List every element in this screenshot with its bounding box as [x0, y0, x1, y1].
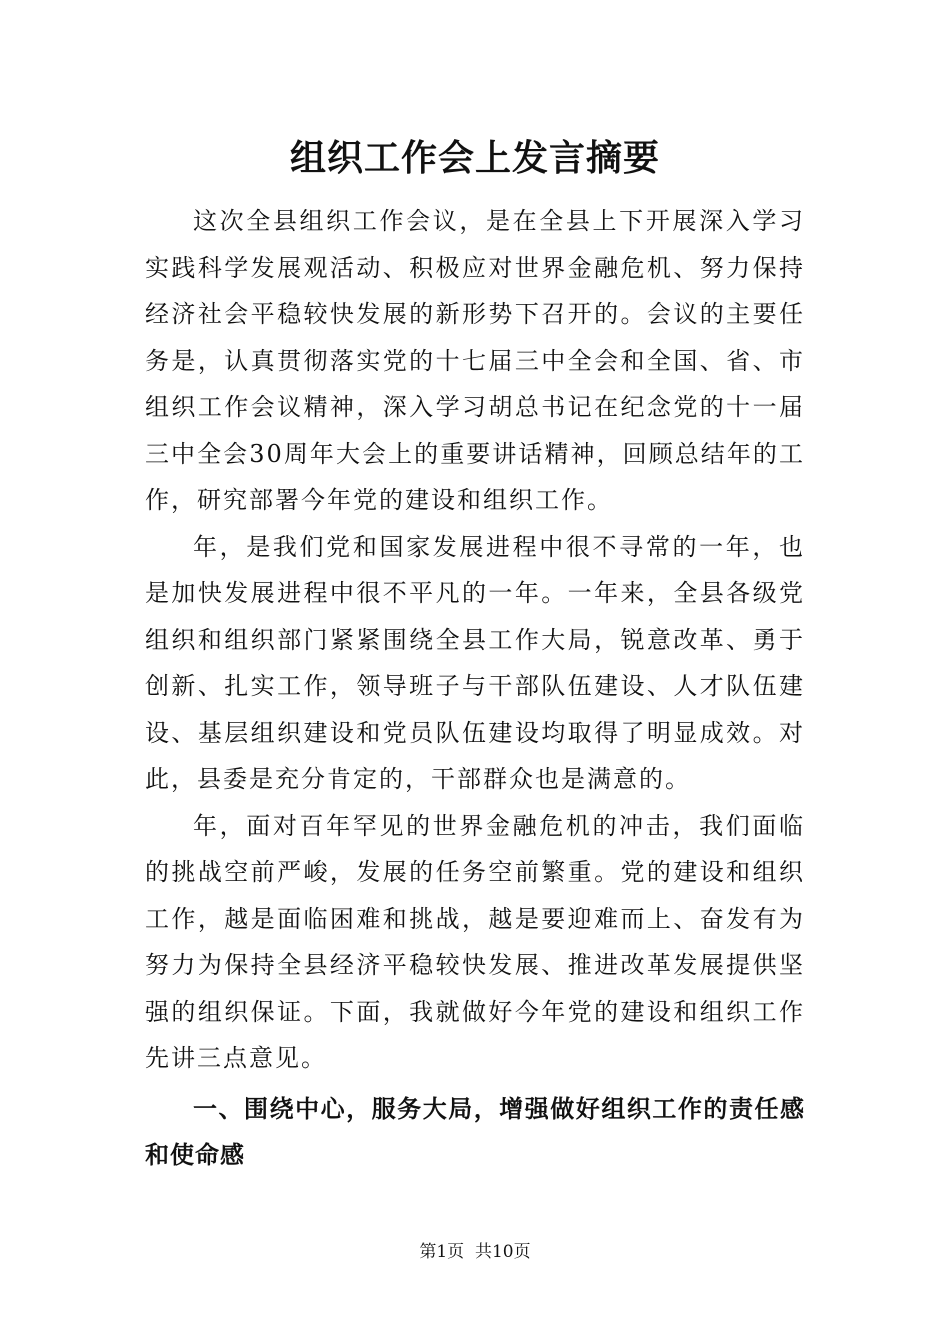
document-body	[145, 198, 805, 1178]
page-footer	[0, 1240, 950, 1264]
document-title: 组织工作会上发言摘要	[289, 137, 660, 179]
paragraph-2: 年，是我们党和国家发展进程中很不寻常的一年，也是加快发展进程中很不平凡的一年。一年来，全县各级党组织和组织部门紧紧围绕全县工作大局，锐意改革、勇于创新、扎实工作，领导班子与干部队伍建设、人才队伍建设、基层组织建设和党员队伍建设均取得了明显成效。对此，县委是充分肯定的，干部群众也是满意的。	[145, 532, 805, 793]
section-heading-1: 一、围绕中心，服务大局，增强做好组织工作的责任感和使命感	[145, 1094, 805, 1169]
paragraph-3: 年，面对百年罕见的世界金融危机的冲击，我们面临的挑战空前严峻，发展的任务空前繁重。党的建设和组织工作，越是面临困难和挑战，越是要迎难而上、奋发有为努力为保持全县经济平稳较快发展、推进改革发展提供坚强的组织保证。下面，我就做好今年党的建设和组织工作先讲三点意见。	[145, 811, 805, 1072]
page-number-label: 第1页 共10页	[419, 1242, 531, 1262]
paragraph-1: 这次全县组织工作会议，是在全县上下开展深入学习实践科学发展观活动、积极应对世界金融危机、努力保持经济社会平稳较快发展的新形势下召开的。会议的主要任务是，认真贯彻落实党的十七届三中全会和全国、省、市组织工作会议精神，深入学习胡总书记在纪念党的十一届三中全会30周年大会上的重要讲话精神，回顾总结年的工作，研究部署今年党的建设和组织工作。	[145, 207, 805, 514]
